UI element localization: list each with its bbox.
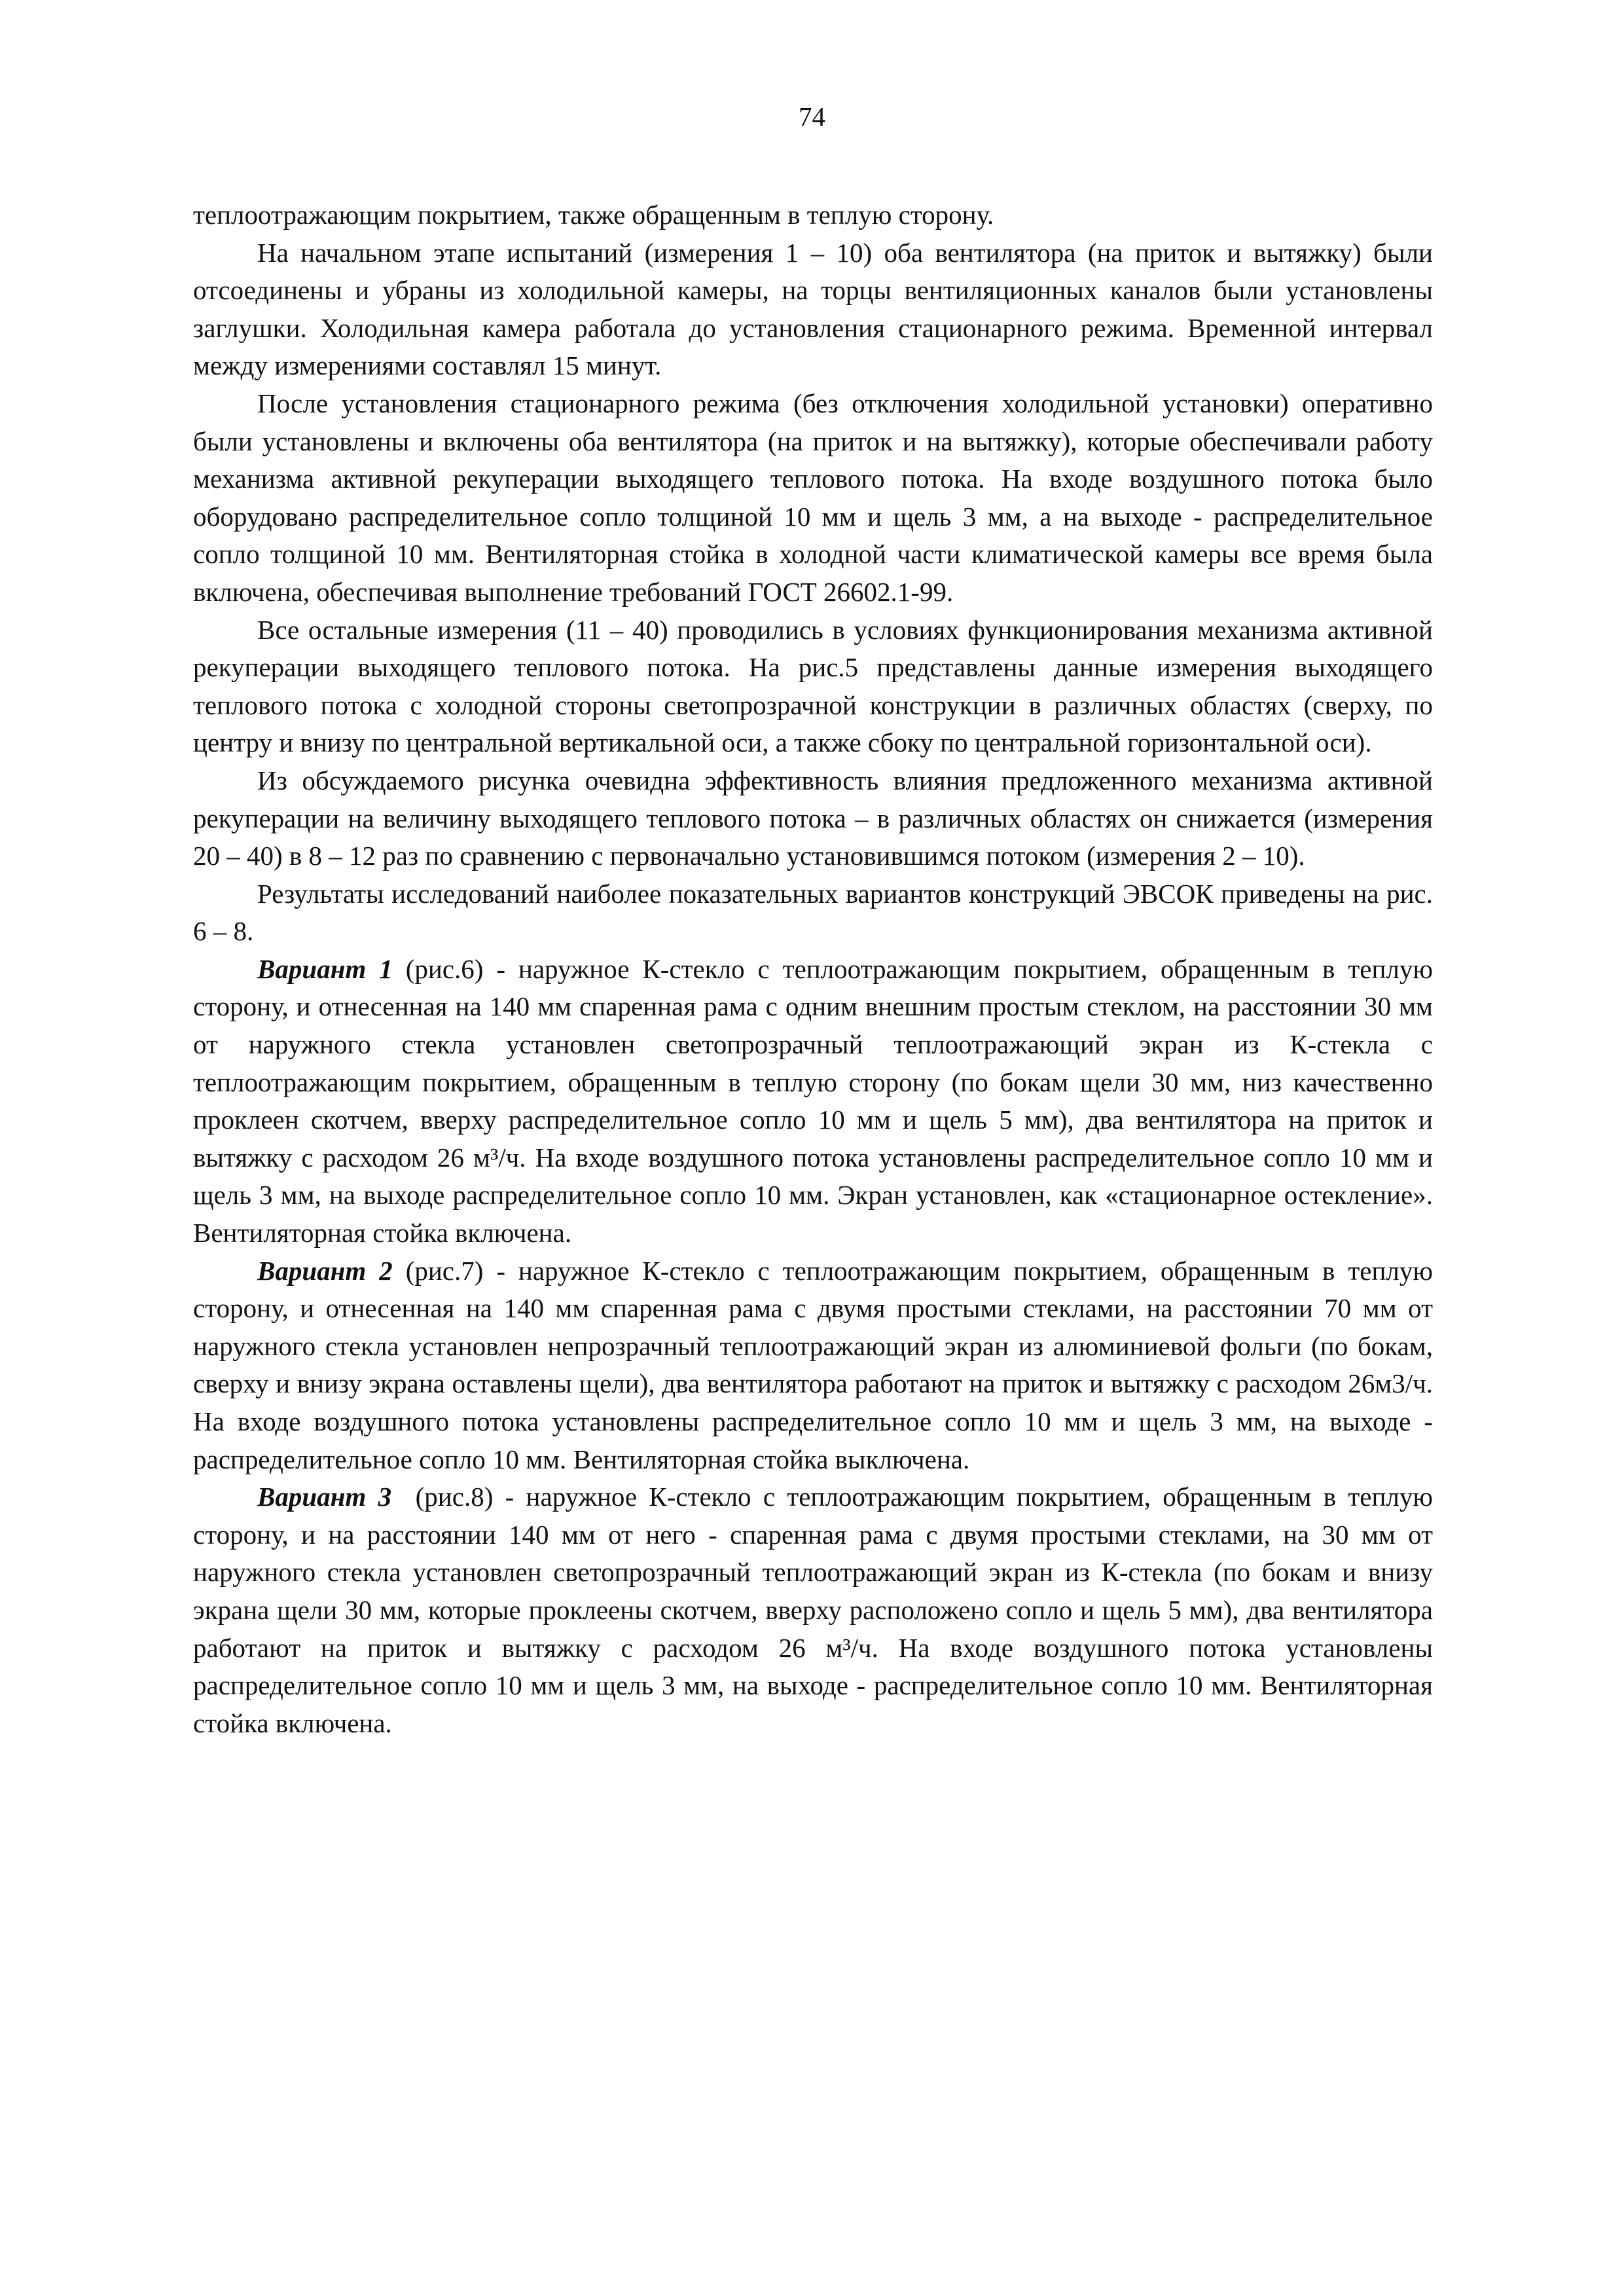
document-body bbox=[193, 196, 1440, 1742]
page-number: 74 bbox=[799, 101, 825, 132]
variant-3-paragraph bbox=[193, 1478, 1440, 1742]
paragraph-results: Результаты исследований наиболее показательных вариантов конструкций ЭВСОК приведены на рис. 6 – 8. bbox=[193, 878, 1433, 947]
paragraph-initial-stage: На начальном этапе испытаний (измерения 1 – 10) оба вентилятора (на приток и вытяжку) были отсоединены и убраны из холодильной камеры, на торцы вентиляционных каналов были установлены заглушки. Холодильная камера работала до установления стационарного режима. Временной интервал между измерениями составлял 15 минут. bbox=[193, 237, 1433, 381]
paragraph-other-measurements: Все остальные измерения (11 – 40) проводились в условиях функционирования механизма активной рекуперации выходящего теплового потока. На рис.5 представлены данные измерения выходящего теплового потока с холодной стороны светопрозрачной конструкции в различных областях (сверху, по центру и внизу по центральной вертикальной оси, а также сбоку по центральной горизонтальной оси). bbox=[193, 614, 1433, 758]
paragraph-efficiency: Из обсуждаемого рисунка очевидна эффективность влияния предложенного механизма активной рекуперации на величину выходящего теплового потока – в различных областях он снижается (измерения 20 – 40) в 8 – 12 раз по сравнению с первоначально установившимся потоком (измерения 2 – 10). bbox=[193, 765, 1433, 871]
paragraph-stationary-mode: После установления стационарного режима (без отключения холодильной установки) оперативно были установлены и включены оба вентилятора (на приток и на вытяжку), которые обеспечивали работу механизма активной рекуперации выходящего теплового потока. На входе воздушного потока было оборудовано распределительное сопло толщиной 10 мм и щель 3 мм, а на выходе - распределительное сопло толщиной 10 мм. Вентиляторная стойка в холодной части климатической камеры все время была включена, обеспечивая выполнение требований ГОСТ 26602.1-99. bbox=[193, 388, 1433, 607]
variant-3-text: (рис.8) - наружное К-стекло с теплоотражающим покрытием, обращенным в теплую сторону, и на расстоянии 140 мм от него - спаренная рама с двумя простыми стеклами, на 30 мм от наружного стекла установлен светопрозрачный теплоотражающий экран из К-стекла (по бокам и внизу экрана щели 30 мм, которые проклеены скотчем, вверху расположено сопло и щель 5 мм), два вентилятора работают на приток и вытяжку с расходом 26 м³/ч. На входе воздушного потока установлены распределительное сопло 10 мм и щель 3 мм, на выходе - распределительное сопло 10 мм. Вентиляторная стойка включена. bbox=[193, 1482, 1440, 1738]
variant-3-label: Вариант 3 bbox=[257, 1482, 392, 1512]
variant-2-label: Вариант 2 bbox=[257, 1255, 393, 1286]
variant-1-paragraph bbox=[193, 951, 1433, 1252]
variant-1-label: Вариант 1 bbox=[257, 953, 393, 984]
variant-1-text: (рис.6) - наружное К-стекло с теплоотражающим покрытием, обращенным в теплую сторону, и отнесенная на 140 мм спаренная рама с одним внешним простым стеклом, на расстоянии 30 мм от наружного стекла установлен светопрозрачный теплоотражающий экран из К-стекла с теплоотражающим покрытием, обращенным в теплую сторону (по бокам щели 30 мм, низ качественно проклеен скотчем, вверху распределительное сопло 10 мм и щель 5 мм), два вентилятора на приток и вытяжку с расходом 26 м³/ч. На входе воздушного потока установлены распределительное сопло 10 мм и щель 3 мм, на выходе распределительное сопло 10 мм. Экран установлен, как «стационарное остекление». Вентиляторная стойка включена. bbox=[193, 953, 1433, 1248]
variant-2-paragraph bbox=[193, 1252, 1433, 1479]
paragraph-continuation: теплоотражающим покрытием, также обращенным в теплую сторону. bbox=[193, 200, 994, 230]
variant-2-text: (рис.7) - наружное К-стекло с теплоотражающим покрытием, обращенным в теплую сторону, и отнесенная на 140 мм спаренная рама с двумя простыми стеклами, на расстоянии 70 мм от наружного стекла установлен непрозрачный теплоотражающий экран из алюминиевой фольги (по бокам, сверху и внизу экрана оставлены щели), два вентилятора работают на приток и вытяжку с расходом 26м3/ч. На входе воздушного потока установлены распределительное сопло 10 мм и щель 3 мм, на выходе - распределительное сопло 10 мм. Вентиляторная стойка выключена. bbox=[193, 1255, 1433, 1474]
